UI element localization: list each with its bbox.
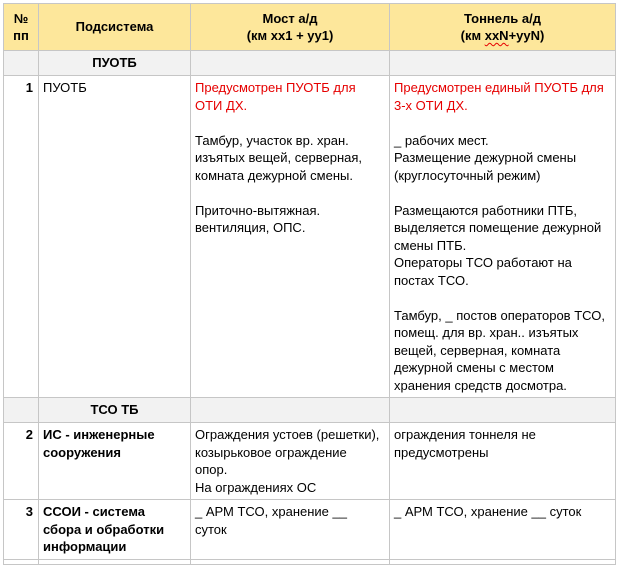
row-number: 1 [4,76,39,398]
header-row [4,4,616,51]
row-tunnel-cell: _ АРМ ТСО, хранение __ суток [390,500,616,560]
col-header-subsystem: Подсистема [39,4,191,51]
col-header-bridge: Мост а/д (км xx1 + yy1) [191,4,390,51]
row-bridge-cell: _ АРМ ТСО, хранение __ суток [191,500,390,560]
row-tunnel-cell: ограждения тоннеля не предусмотрены [390,423,616,500]
row-bridge-cell: Ограждения устоев (решетки), козырьковое ограждение опор. На ограждениях ОС [191,423,390,500]
col-header-num: № пп [4,4,39,51]
table-row-cut-off [4,559,616,564]
row-number: 2 [4,423,39,500]
table-row [4,500,616,560]
row-bridge-cell: Предусмотрен ПУОТБ для ОТИ ДХ. Тамбур, участок вр. хран. изъятых вещей, серверная, комната дежурной смены. Приточно-вытяжная. вентиляция, ОПС. [191,76,390,398]
row-tunnel-cell: Предусмотрен единый ПУОТБ для 3-х ОТИ ДХ. _ рабочих мест. Размещение дежурной смены (круглосуточный режим) Размещаются работники ПТБ, выделяется помещение дежурной смены ПТБ. Операторы ТСО работают на постах ТСО. Тамбур, _ постов операторов ТСО, помещ. для вр. хран.. изъятых вещей, серверная, комната дежурной смены с местом хранения средств досмотра. [390,76,616,398]
row-subsystem-name: ССОИ - система сбора и обработки информации [39,500,191,560]
section-row-puotb [4,51,616,76]
row-subsystem-name: ИС - инженерные сооружения [39,423,191,500]
row-number: 3 [4,500,39,560]
section-title: ТСО ТБ [39,398,191,423]
subsystems-table [3,3,616,565]
section-title: ПУОТБ [39,51,191,76]
section-row-tso-tb [4,398,616,423]
row-subsystem-name: ПУОТБ [39,76,191,398]
table-row [4,76,616,398]
table-row [4,423,616,500]
col-header-tunnel: Тоннель а/д (км xxN+yyN) [390,4,616,51]
